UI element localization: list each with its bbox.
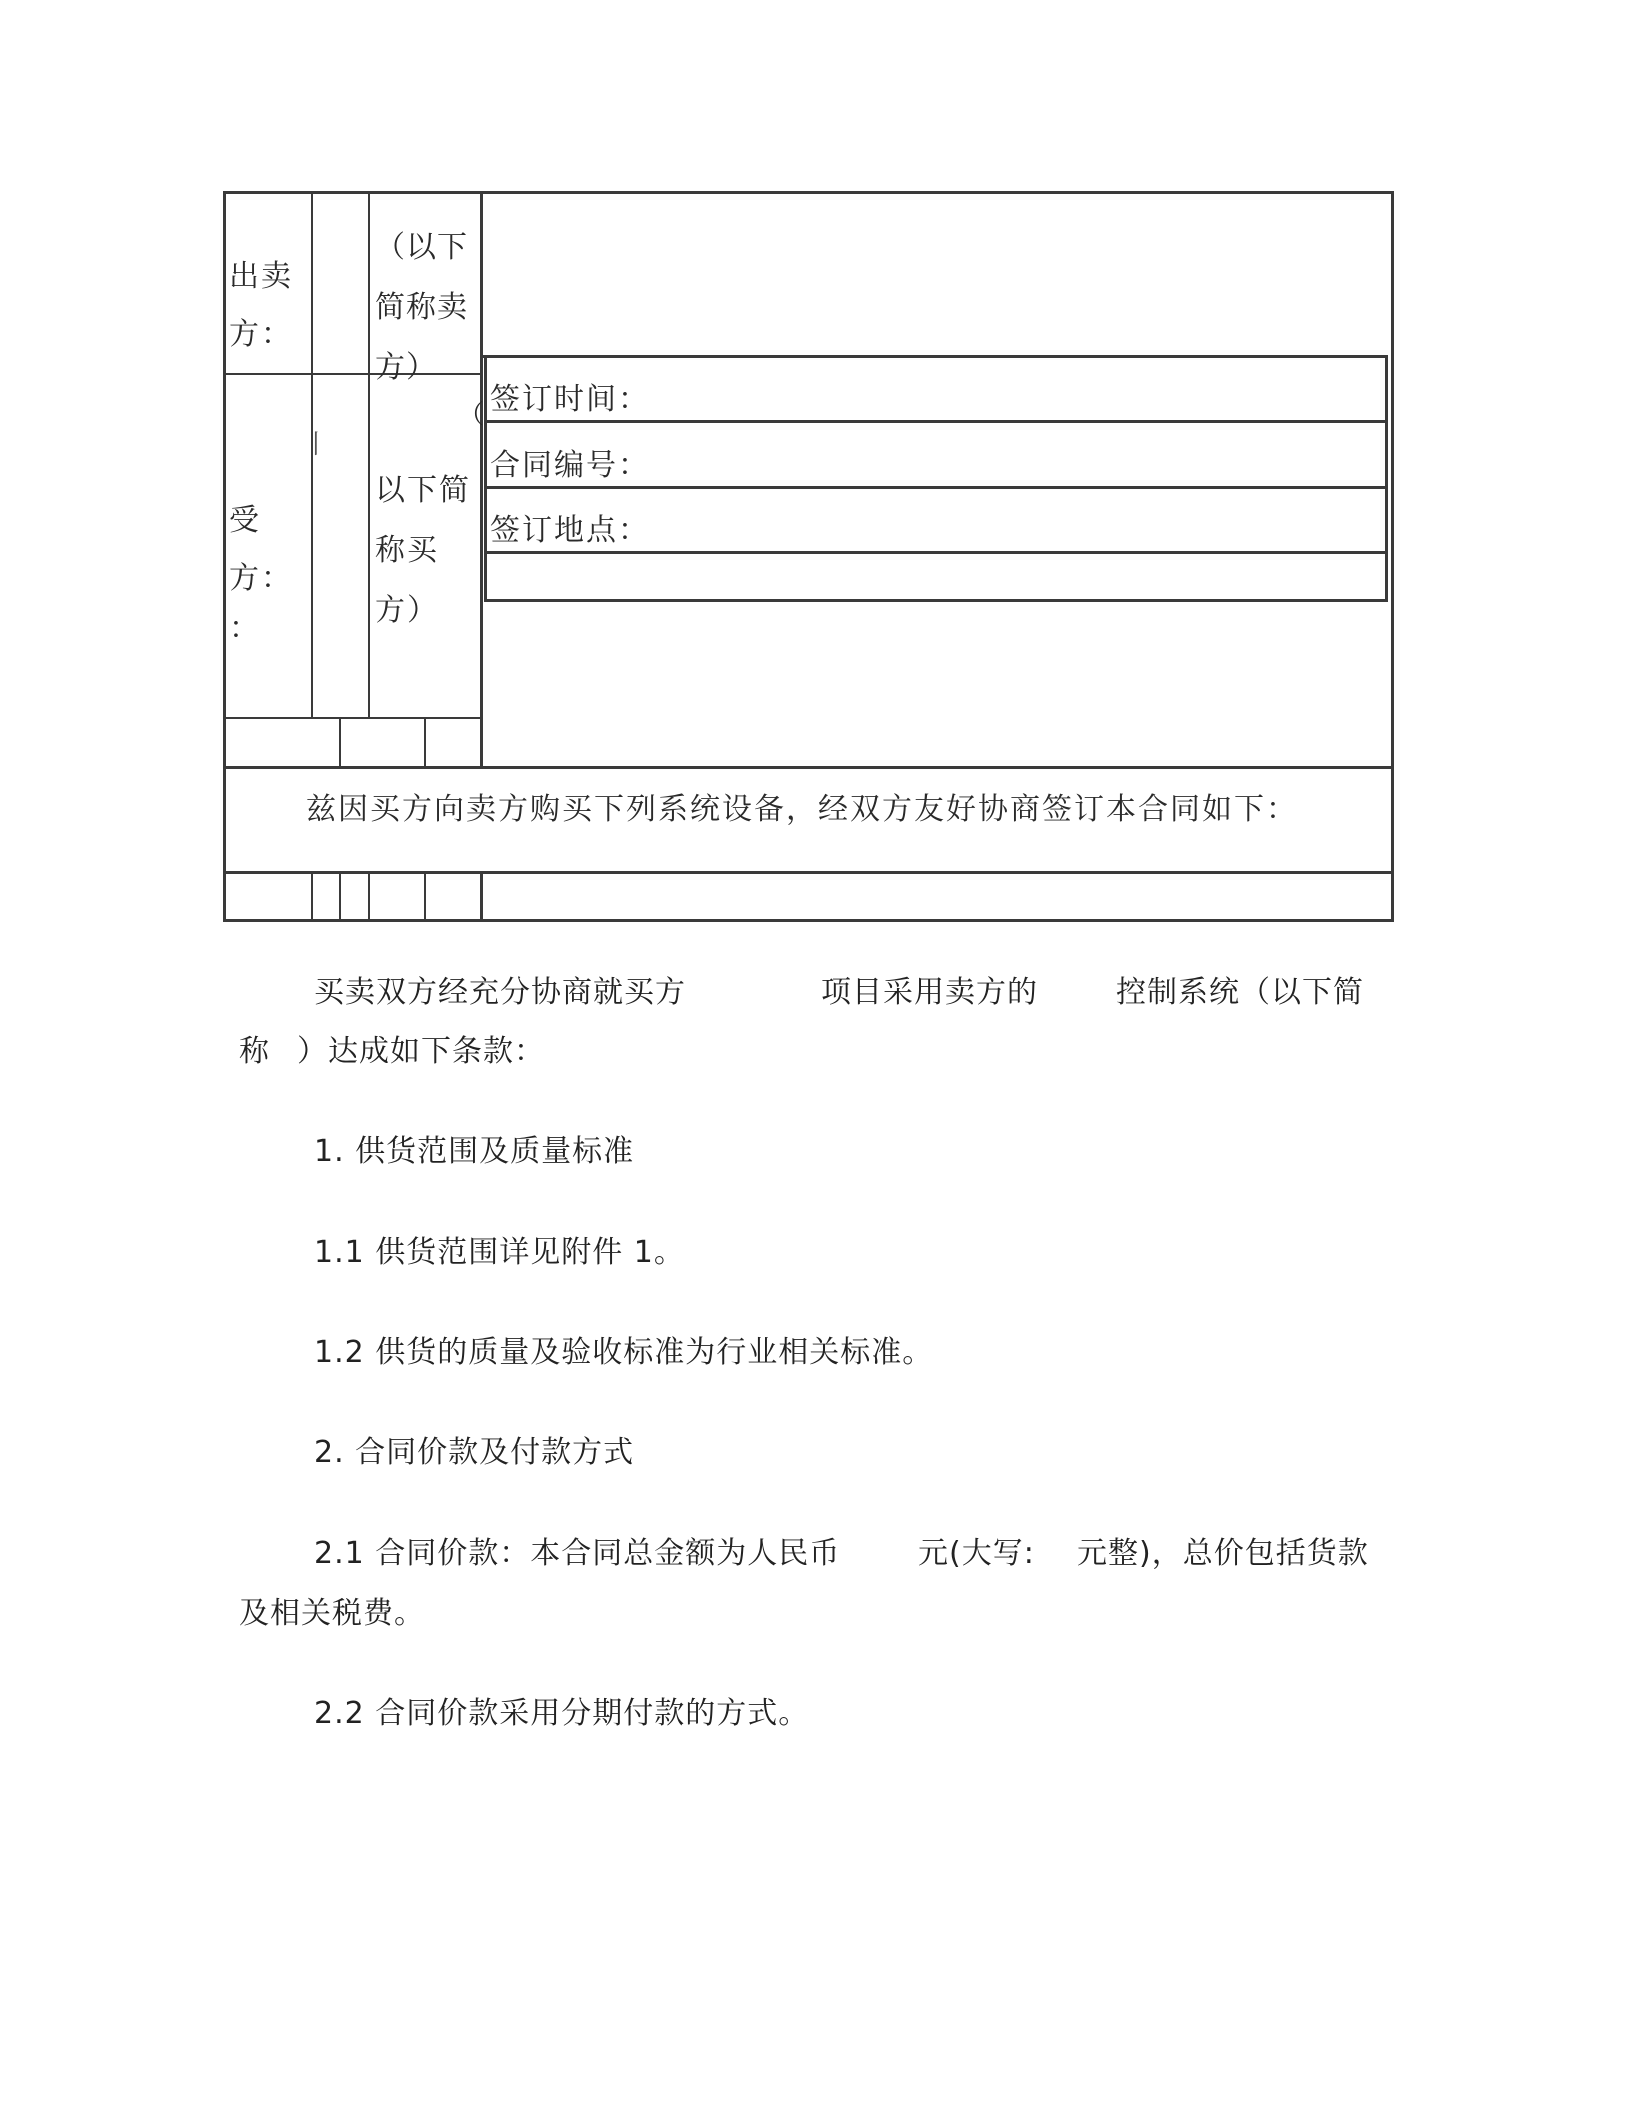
info-table-border	[484, 599, 1388, 602]
clause-2-1-part: 元(大写:	[918, 1536, 1035, 1571]
clause-1-2: 1.2 供货的质量及验收标准为行业相关标准。	[314, 1335, 934, 1370]
seller-label	[229, 248, 293, 364]
seller-label-line: 方：	[229, 317, 293, 352]
section-heading-2: 2. 合同价款及付款方式	[314, 1435, 635, 1470]
table-border-top	[223, 191, 1394, 194]
info-table-border	[482, 355, 1388, 358]
buyer-alias-line: 以下简	[375, 473, 471, 508]
buyer-glyph-fragment: ⼁	[303, 430, 332, 460]
buyer-alias	[375, 461, 471, 641]
table-border-bottom	[223, 919, 1394, 922]
sign-place-label: 签订地点：	[490, 513, 650, 548]
info-table-divider	[484, 486, 1388, 489]
table-border-left	[223, 191, 226, 922]
clause-2-1-part: 元整)，总价包括货款	[1077, 1536, 1369, 1571]
table-border-right	[1391, 191, 1394, 922]
table-divider	[223, 717, 482, 719]
table-divider	[368, 191, 370, 718]
buyer-alias-line: 称买	[375, 533, 439, 568]
info-table-border	[1385, 355, 1388, 602]
table-divider	[339, 871, 341, 921]
preamble-part: 控制系统（以下简	[1116, 975, 1364, 1010]
intro-statement: 兹因买方向卖方购买下列系统设备，经双方友好协商签订本合同如下：	[306, 792, 1298, 827]
table-divider	[480, 191, 483, 768]
preamble-part: ）达成如下条款：	[297, 1034, 545, 1069]
clause-2-1-part: 2.1 合同价款：本合同总金额为人民币	[314, 1536, 841, 1571]
seller-alias	[375, 218, 468, 398]
buyer-label-line: 受	[229, 503, 261, 538]
seller-label-line: 出卖	[229, 259, 293, 294]
table-divider	[223, 871, 1394, 874]
info-table-border	[484, 355, 487, 602]
info-table-divider	[484, 551, 1388, 554]
info-table-divider	[484, 420, 1388, 423]
buyer-label-colon: ：	[229, 611, 259, 646]
table-divider	[223, 766, 1394, 769]
table-divider	[424, 717, 426, 768]
sign-time-label: 签订时间：	[490, 382, 650, 417]
buyer-alias-line: 方）	[375, 593, 439, 628]
seller-alias-line: （以下	[375, 230, 468, 265]
section-heading-1: 1. 供货范围及质量标准	[314, 1134, 635, 1169]
buyer-label	[229, 492, 293, 608]
clause-2-1-part: 及相关税费。	[239, 1596, 425, 1631]
seller-alias-line: 方）	[375, 350, 437, 385]
clause-1-1: 1.1 供货范围详见附件 1。	[314, 1235, 685, 1270]
preamble-part: 项目采用卖方的	[821, 975, 1038, 1010]
buyer-alias-paren: （	[458, 400, 487, 430]
buyer-label-line: 方：	[229, 561, 293, 596]
table-divider	[311, 871, 313, 921]
preamble-part: 称	[239, 1034, 270, 1069]
table-divider	[480, 871, 483, 921]
clause-2-2: 2.2 合同价款采用分期付款的方式。	[314, 1696, 810, 1731]
contract-number-label: 合同编号：	[490, 448, 650, 483]
table-divider	[368, 871, 370, 921]
table-divider	[424, 871, 426, 921]
table-divider	[339, 717, 341, 768]
preamble-part: 买卖双方经充分协商就买方	[314, 975, 686, 1010]
seller-alias-line: 简称卖	[375, 290, 468, 325]
